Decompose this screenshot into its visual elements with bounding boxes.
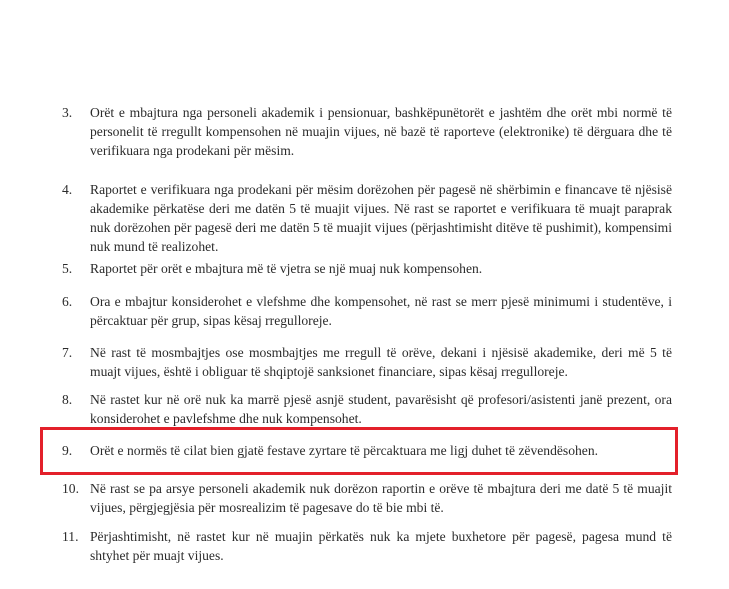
list-item-3 — [62, 103, 672, 160]
item-number: 8. — [62, 392, 73, 407]
item-number: 9. — [62, 443, 73, 458]
item-number: 3. — [62, 105, 73, 120]
item-text: Orët e mbajtura nga personeli akademik i pensionuar, bashkëpunëtorët e jashtëm dhe orët mbi normë të personelit të rregullt kompensohen në muajin vijues, në bazë të raporteve (elektronike) të dërguara dhe të verifikuara nga prodekani për mësim. — [90, 105, 672, 158]
item-text: Ora e mbajtur konsiderohet e vlefshme dhe kompensohet, në rast se merr pjesë minimumi i studentëve, i përcaktuar për grup, sipas kësaj rregulloreje. — [90, 294, 672, 328]
item-number: 6. — [62, 294, 73, 309]
list-item-7 — [62, 343, 672, 381]
item-text: Raportet për orët e mbajtura më të vjetra se një muaj nuk kompensohen. — [90, 261, 483, 276]
item-number: 4. — [62, 182, 73, 197]
item-text: Orët e normës të cilat bien gjatë festave zyrtare të përcaktuara me ligj duhet të zëvendësohen. — [90, 443, 599, 458]
list-item-10 — [62, 479, 672, 517]
list-item-5 — [62, 259, 672, 278]
item-number: 5. — [62, 261, 73, 276]
item-number: 7. — [62, 345, 73, 360]
item-number: 11. — [62, 529, 79, 544]
item-text: Raportet e verifikuara nga prodekani për mësim dorëzohen për pagesë në shërbimin e financave të njësisë akademike përkatëse deri me datën 5 të muajit vijues. Në rast se raportet e verifikuara të muajt paraprak nuk dorëzohen për pagesë deri me datën 5 të muajit vijues (përjashtimisht ditëve të pushimit), kompensimi nuk mund të realizohet. — [90, 182, 672, 254]
item-text: Përjashtimisht, në rastet kur në muajin përkatës nuk ka mjete buxhetore për pagesë, pagesa mund të shtyhet për muajt vijues. — [90, 529, 672, 563]
highlight-box — [40, 427, 678, 475]
list-item-6 — [62, 292, 672, 330]
item-text: Në rastet kur në orë nuk ka marrë pjesë asnjë student, pavarësisht që profesori/asistenti janë prezent, ora konsiderohet e pavlefshme dhe nuk kompensohet. — [90, 392, 672, 426]
list-item-8 — [62, 390, 672, 428]
item-text: Në rast të mosmbajtjes ose mosmbajtjes me rregull të orëve, dekani i njësisë akademike, deri më 5 të muajt vijues, është i obliguar të shqiptojë sanksionet financiare, sipas kësaj rregulloreje. — [90, 345, 672, 379]
list-item-4 — [62, 180, 672, 256]
item-number: 10. — [62, 481, 79, 496]
list-item-11 — [62, 527, 672, 565]
item-text: Në rast se pa arsye personeli akademik nuk dorëzon raportin e orëve të mbajtura deri me datë 5 të muajit vijues, përgjegjësia për mosrealizim të pagesave do të bie mbi të. — [90, 481, 672, 515]
